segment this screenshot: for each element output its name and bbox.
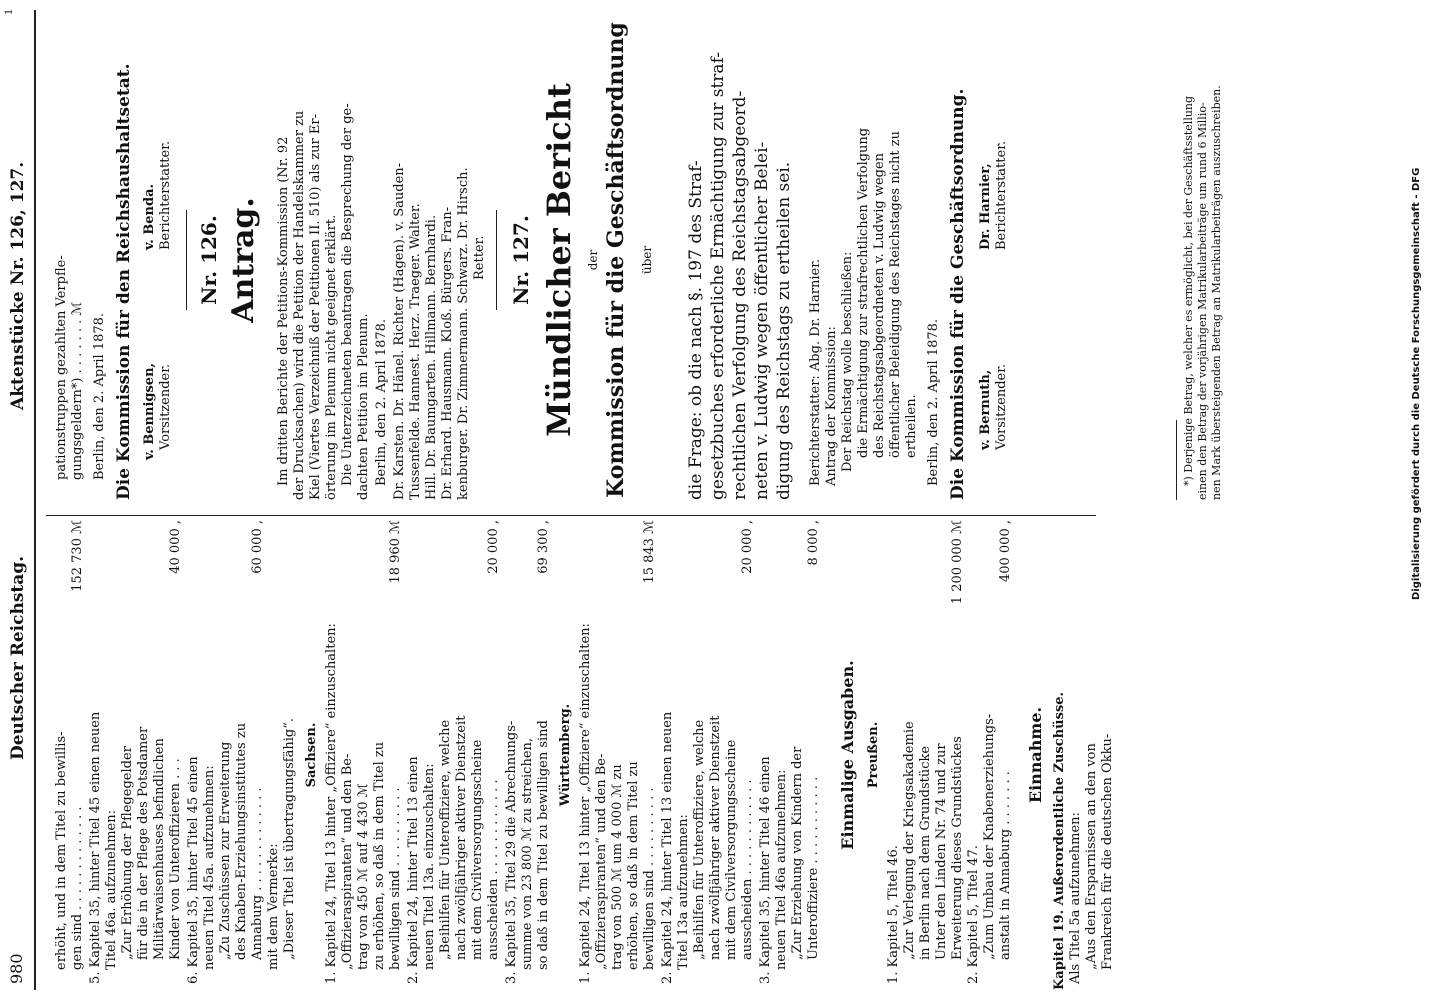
section-rule [496,210,497,310]
col1-line: 2. Kapitel 24, hinter Titel 13 einen neuen [660,711,675,984]
col2-126-line: Retter. [472,235,487,280]
col2-126-line: Hill. Dr. Baumgarten. Hillmann. Bernhardi. [424,214,439,500]
col1-line: Unter den Linden Nr. 74 und zur [934,743,949,960]
col1-line: nach zwölfjähriger aktiver Dienstzeit [708,715,723,960]
col2-127b-line: die Ermächtigung zur strafrechtlichen Verfolgung [856,127,871,458]
col2-line: v. Bennigsen, [142,362,157,460]
col1-line: Preußen. [866,721,881,789]
page-number: 980 [7,953,26,984]
col1-amount: 15 843 ℳ [642,520,657,584]
col2-126-line: kenburger. Dr. Zimmermann. Schwarz. Dr. Hirsch. [456,167,471,500]
col2-line: v. Benda. [142,183,157,250]
col1-line: mit dem Civilversorgungsscheine [470,739,485,960]
col1-line: bewilligen sind . . . . . . . . . . [388,787,403,970]
der-text: der [586,249,600,271]
col1-line: Militärwaisenhauses befindlichen [152,738,167,960]
col1-line: Titel 46a. aufzunehmen: [104,810,119,970]
col2-126-line: der Drucksachen) wird die Petition der Handelskammer zu [292,110,307,500]
col2-127b-line: Antrag der Kommission: [824,326,839,486]
col2-126-line: Tussenfelde. Hannest. Herz. Traeger. Walter. [408,203,423,500]
col2-127b-line: Der Reichstag wolle beschließen: [840,251,855,472]
col2-126-line: Dr. Erhard. Hausmann. Kloß. Bürgers. Fran- [440,206,455,500]
col2-126-line: örterung im Plenum nicht geeignet erklärt. [324,214,339,500]
header-rule [34,10,36,990]
col1-line: 1. Kapitel 24, Titel 13 hinter „Offiziere“ einzuschalten: [578,623,593,984]
col1-line: ausscheiden . . . . . . . . . . . . [740,779,755,960]
col1-line: 3. Kapitel 35, Titel 29 die Abrechnungs- [504,720,519,984]
col2-127b-line: Vorsitzender. [994,363,1009,450]
col2-127b-line: öffentlicher Beleidigung des Reichstages nicht zu [888,131,903,458]
col1-line: Einnahme. [1026,706,1045,804]
col1-line: Titel 13a aufzunehmen: [676,814,691,970]
col1-line: 2. Kapitel 5, Titel 47. [966,845,981,984]
page-title: Deutscher Reichstag. [8,555,28,760]
col1-amount: 8 000 , [806,520,821,566]
col1-line: neuen Titel 45a. aufzunehmen: [202,765,217,970]
antrag-heading: Antrag. [226,197,261,323]
col1-line: „Offizieraspiranten“ und den Be- [594,753,609,970]
col1-line: mit dem Vermerke: [266,843,281,970]
col1-line: „Zur Verlegung der Kriegsakademie [902,721,917,960]
col1-line: bewilligen sind . . . . . . . . . . [642,787,657,970]
col1-line: des Knaben-Erziehungsinstitutes zu [234,722,249,960]
col2-line: Berlin, den 2. April 1878. [92,312,107,480]
col2-line: pationstruppen gezahlten Verpfle- [54,255,69,480]
col1-amount: 400 000 , [998,520,1013,583]
col1-amount: 20 000 , [486,520,501,574]
col1-line: „Aus den Ersparnissen an den von [1084,743,1099,970]
col2-line: gungsgeldern*) . . . . . . . ℳ [70,301,85,480]
col2-127b-line: Berlin, den 2. April 1878. [926,318,941,486]
kommission-heading: Kommission für die Geschäftsordnung [603,22,629,498]
col1-line: 2. Kapitel 24, hinter Titel 13 einen [406,756,421,984]
col1-line: 5. Kapitel 35, hinter Titel 45 einen neuen [88,711,103,984]
col1-amount: 40 000 , [168,520,183,574]
col2-line: Die Kommission für den Reichshaushaltsetat. [114,63,134,500]
col1-line: „Zur Erziehung von Kindern der [790,746,805,960]
col1-line: „Dieser Titel ist übertragungsfähig“. [282,718,297,960]
col2-127b-line: Die Kommission für die Geschäftsordnung. [948,88,968,500]
col1-line: erhöht, und in dem Titel zu bewillis- [54,731,69,970]
col1-line: nach zwölfjähriger aktiver Dienstzeit [454,715,469,960]
col2-127-line: neten v. Ludwig wegen öffentlicher Belei- [752,141,772,500]
col1-line: neuen Titel 46a aufzunehmen: [774,769,789,970]
col1-amount: 20 000 , [740,520,755,574]
col1-line: Als Titel 5a aufzunehmen: [1068,812,1083,984]
footnote-rule [1176,420,1177,500]
col1-line: „Zu Zuschüssen zur Erweiterung [218,741,233,960]
ueber-text: über [640,245,654,275]
footnote-line: *) Derjenige Betrag, welcher es ermöglicht, bei der Geschäftsstellung [1182,95,1195,486]
col1-line: trag von 450 ℳ auf 4 430 ℳ [356,783,371,970]
col2-127-line: rechtlichen Verfolgung des Reichstagsabgeord- [730,90,750,500]
footnote-line: einen den Betrag der vorjährigen Matrikularbeiträge um rund 6 Millio- [1196,102,1209,500]
bericht-heading: Mündlicher Bericht [540,83,578,437]
col1-line: summe von 23 800 ℳ zu streichen, [520,737,535,970]
col1-line: mit dem Civilversorgungsscheine [724,739,739,960]
col1-amount: 69 300 , [536,520,551,574]
col2-127b-line: Berichterstatter. [994,140,1009,250]
footnote-line: nen Mark übersteigenden Betrag an Matrikularbeiträgen auszuschreiben. [1210,85,1223,500]
col1-line: Württemberg. [558,703,573,807]
document-number-127: Nr. 127. [509,215,533,305]
col1-line: anstalt in Annaburg . . . . . . . [998,771,1013,960]
section-rule [186,210,187,310]
col2-126-line: Kiel (Viertes Verzeichniß der Petitionen II. 510) als zur Er- [308,114,323,500]
col2-126-line: Im dritten Berichte der Petitions-Kommission (Nr. 92 [276,136,291,486]
col2-126-line: dachten Petition im Plenum. [356,313,371,500]
col1-line: gen sind . . . . . . . . . . . . . [70,806,85,970]
column-divider [46,515,1096,516]
digitization-note: Digitalisierung gefördert durch die Deutsche Forschungsgemeinschaft - DFG [1411,167,1422,600]
col1-line: Kapitel 19. Außerordentliche Zuschüsse. [1052,691,1067,990]
col2-126-line: Dr. Karsten. Dr. Hänel. Richter (Hagen). v. Sauden- [392,162,407,500]
col1-line: so daß in dem Titel zu bewilligen sind [536,720,551,970]
footnote [1182,20,1242,500]
col2-line: Vorsitzender. [158,363,173,450]
col1-line: trag von 500 ℳ um 4 000 ℳ zu [610,764,625,970]
left-column [46,520,1126,990]
col1-line: Annaburg . . . . . . . . . . . . . [250,787,265,960]
col1-line: Unteroffiziere . . . . . . . . . . . [806,776,821,960]
col1-line: ausscheiden . . . . . . . . . . . . [486,779,501,960]
col2-127b-line: Dr. Harnier, [978,163,993,250]
col2-127b-line: Berichterstatter: Abg. Dr. Harnier. [808,258,823,486]
col1-line: in Berlin nach dem Grundstücke [918,745,933,960]
col1-amount: 18 960 ℳ [388,520,403,584]
col1-line: 6. Kapitel 35, hinter Titel 45 einen [186,756,201,984]
col1-line: „Zur Erhöhung der Pflegegelder [120,746,135,960]
col2-127-line: digung des Reichstags zu ertheilen sei. [774,161,794,500]
col1-line: Frankreich für die deutschen Okku- [1100,733,1115,970]
col1-line: „Zum Umbau der Knabenerziehungs- [982,713,997,960]
col1-line: 1. Kapitel 24, Titel 13 hinter „Offiziere“ einzuschalten: [324,623,339,984]
col2-127-line: gesetzbuches erforderliche Ermächtigung zur straf- [708,51,728,500]
document-number-126: Nr. 126. [197,215,221,305]
col1-line: Kinder von Unteroffizieren . . . [168,758,183,960]
col1-amount: 152 730 ℳ [70,520,85,592]
col1-line: 1. Kapitel 5, Titel 46. [886,845,901,984]
col1-line: „Beihilfen für Unteroffiziere, welche [438,719,453,960]
page-subtitle: Aktenstücke Nr. 126, 127. [8,161,28,410]
col2-126-line: Berlin, den 2. April 1878. [374,318,389,486]
col1-line: Sachsen. [304,722,319,788]
col2-127b-line: ertheilen. [904,394,919,458]
col2-126-line: Die Unterzeichneten beantragen die Besprechung der ge- [340,103,355,486]
col1-amount: 1 200 000 ℳ [950,520,965,605]
col1-line: Erweiterung dieses Grundstückes [950,736,965,960]
col1-line: zu erhöhen, so daß in dem Titel zu [372,741,387,970]
col1-line: Einmalige Ausgaben. [838,660,857,850]
page-corner-mark: 1 [4,8,15,15]
col2-127-line: die Frage: ob die nach §. 197 des Straf- [686,160,706,500]
right-column [46,20,1146,500]
col2-line: Berichterstatter. [158,140,173,250]
col1-line: „Offizieraspiranten“ und den Be- [340,753,355,970]
col1-line: 3. Kapitel 35, hinter Titel 46 einen [758,756,773,984]
col1-line: erhöhen, so daß in dem Titel zu [626,761,641,970]
col1-line: für die in der Pflege des Potsdamer [136,726,151,960]
col1-line: „Beihilfen für Unteroffiziere, welche [692,719,707,960]
col2-127b-line: v. Bernuth, [978,369,993,450]
col1-line: neuen Titel 13a. einzuschalten: [422,763,437,970]
col1-amount: 60 000 , [250,520,265,574]
col2-127b-line: des Reichstagsabgeordneten v. Ludwig wegen [872,152,887,458]
